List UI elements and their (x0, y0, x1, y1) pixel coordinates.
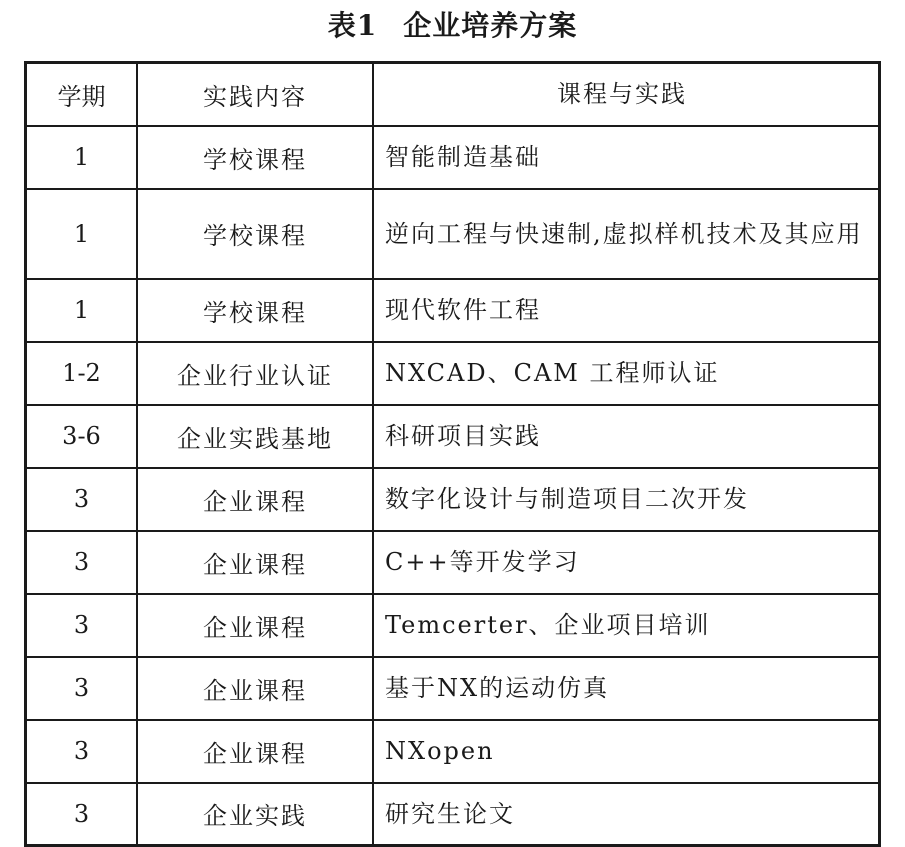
term-cell: 1 (26, 126, 138, 189)
course-cell: Temcerter、企业项目培训 (373, 594, 880, 657)
practice-content-cell: 学校课程 (137, 279, 373, 342)
practice-content-cell: 企业实践 (137, 783, 373, 846)
table-caption (0, 6, 905, 46)
course-cell: 智能制造基础 (373, 126, 880, 189)
practice-content-cell: 企业课程 (137, 468, 373, 531)
term-cell: 3 (26, 531, 138, 594)
course-cell: 研究生论文 (373, 783, 880, 846)
table-row (26, 342, 880, 405)
practice-content-cell: 企业课程 (137, 531, 373, 594)
table-row (26, 531, 880, 594)
table-row (26, 657, 880, 720)
table-row (26, 405, 880, 468)
table-row (26, 189, 880, 279)
practice-content-cell: 企业课程 (137, 657, 373, 720)
table-title: 企业培养方案 (403, 9, 578, 42)
course-cell: C++等开发学习 (373, 531, 880, 594)
table-row (26, 126, 880, 189)
course-cell: 基于NX的运动仿真 (373, 657, 880, 720)
header-practice-content: 实践内容 (137, 63, 373, 126)
practice-content-cell: 企业行业认证 (137, 342, 373, 405)
term-cell: 3 (26, 594, 138, 657)
term-cell: 3 (26, 783, 138, 846)
table-row (26, 468, 880, 531)
course-cell: NXopen (373, 720, 880, 783)
course-cell: 科研项目实践 (373, 405, 880, 468)
term-cell: 3 (26, 468, 138, 531)
term-cell: 1 (26, 189, 138, 279)
practice-content-cell: 企业课程 (137, 720, 373, 783)
practice-content-cell: 企业实践基地 (137, 405, 373, 468)
table-row (26, 279, 880, 342)
practice-content-cell: 学校课程 (137, 189, 373, 279)
practice-content-cell: 企业课程 (137, 594, 373, 657)
practice-content-cell: 学校课程 (137, 126, 373, 189)
term-cell: 1 (26, 279, 138, 342)
table-number: 表1 (327, 9, 378, 42)
table-row (26, 720, 880, 783)
header-course-practice: 课程与实践 (373, 63, 880, 126)
course-cell: NXCAD、CAM 工程师认证 (373, 342, 880, 405)
table-row (26, 594, 880, 657)
term-cell: 3 (26, 720, 138, 783)
term-cell: 1-2 (26, 342, 138, 405)
header-term: 学期 (26, 63, 138, 126)
course-cell: 数字化设计与制造项目二次开发 (373, 468, 880, 531)
term-cell: 3 (26, 657, 138, 720)
course-cell: 逆向工程与快速制,虚拟样机技术及其应用 (373, 189, 880, 279)
term-cell: 3-6 (26, 405, 138, 468)
course-cell: 现代软件工程 (373, 279, 880, 342)
training-plan-table (24, 61, 881, 847)
header-row (26, 63, 880, 126)
table-row (26, 783, 880, 846)
